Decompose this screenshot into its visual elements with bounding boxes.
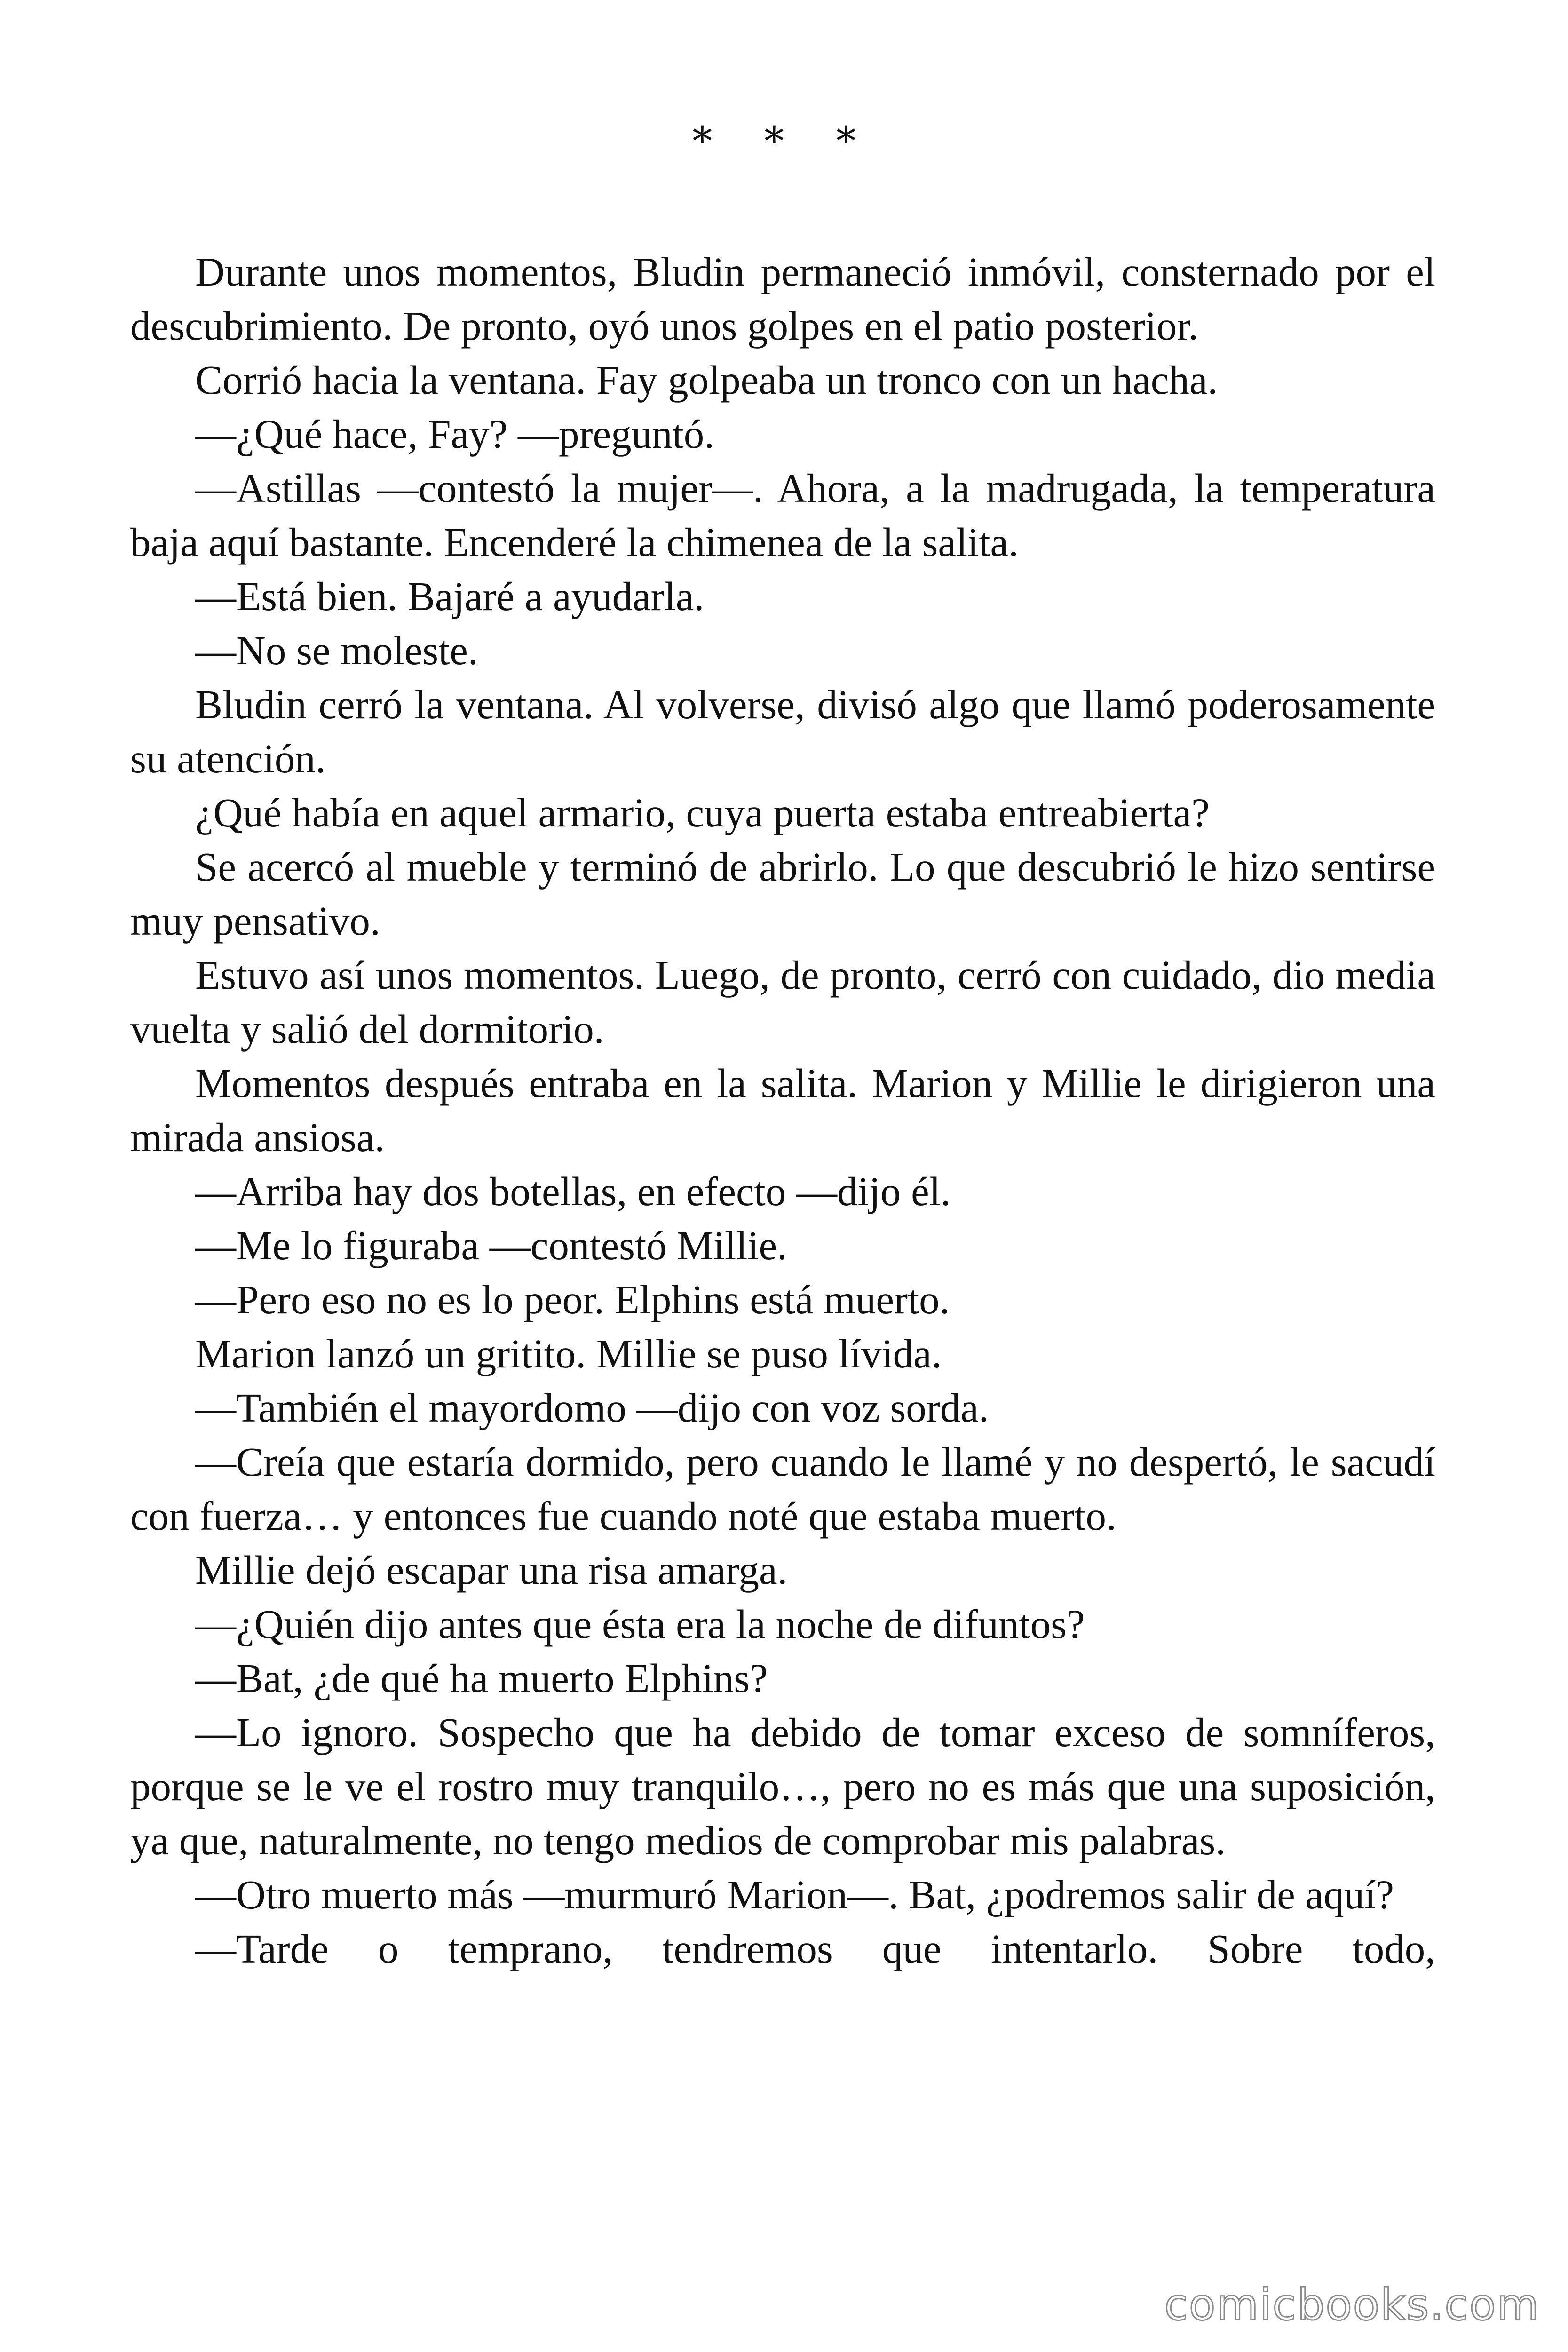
paragraph: —Me lo figuraba —contestó Millie. <box>195 1223 787 1268</box>
paragraph: —¿Quién dijo antes que ésta era la noche de difuntos? <box>195 1601 1085 1647</box>
paragraph: —Lo ignoro. Sospecho que ha debido de tomar exceso de somníferos, porque se le ve el rostro muy tranquilo…, pero no es más que una suposición, ya que, naturalmente, no tengo medios de comprobar mis palabras. <box>130 1709 1435 1863</box>
paragraph: Bludin cerró la ventana. Al volverse, divisó algo que llamó poderosamente su atención. <box>130 682 1435 781</box>
paragraph: —Está bien. Bajaré a ayudarla. <box>195 573 705 619</box>
paragraph: —¿Qué hace, Fay? —preguntó. <box>195 411 715 457</box>
paragraph: —Pero eso no es lo peor. Elphins está muerto. <box>195 1277 950 1322</box>
paragraph: —Arriba hay dos botellas, en efecto —dijo él. <box>195 1168 951 1214</box>
paragraph: —Creía que estaría dormido, pero cuando le llamé y no despertó, le sacudí con fuerza… y entonces fue cuando noté que estaba muerto. <box>130 1439 1435 1539</box>
watermark: comicbooks.com <box>1164 2280 1540 2330</box>
paragraph: Se acercó al mueble y terminó de abrirlo. Lo que descubrió le hizo sentirse muy pensativo. <box>130 844 1435 944</box>
paragraph: —No se moleste. <box>195 628 478 673</box>
paragraph: Marion lanzó un gritito. Millie se puso lívida. <box>195 1331 942 1376</box>
paragraph: —Bat, ¿de qué ha muerto Elphins? <box>195 1655 768 1701</box>
paragraph: —Otro muerto más —murmuró Marion—. Bat, ¿podremos salir de aquí? <box>195 1872 1394 1917</box>
paragraph: Estuvo así unos momentos. Luego, de pronto, cerró con cuidado, dio media vuelta y salió del dormitorio. <box>130 952 1435 1052</box>
paragraph: —Tarde o temprano, tendremos que intentarlo. Sobre todo, <box>195 1926 1435 1971</box>
paragraph: Durante unos momentos, Bludin permaneció inmóvil, consternado por el descubrimiento. De pronto, oyó unos golpes en el patio posterior. <box>130 249 1435 349</box>
paragraph: —Astillas —contestó la mujer—. Ahora, a la madrugada, la temperatura baja aquí bastante. Encenderé la chimenea de la salita. <box>130 465 1435 565</box>
section-separator: * * * <box>692 118 876 164</box>
paragraph: ¿Qué había en aquel armario, cuya puerta estaba entreabierta? <box>195 790 1210 835</box>
paragraph: Corrió hacia la ventana. Fay golpeaba un tronco con un hacha. <box>195 357 1218 403</box>
paragraph: Millie dejó escapar una risa amarga. <box>195 1547 788 1593</box>
paragraph: —También el mayordomo —dijo con voz sorda. <box>195 1385 989 1430</box>
body-text <box>130 245 1435 1976</box>
paragraph: Momentos después entraba en la salita. Marion y Millie le dirigieron una mirada ansiosa. <box>130 1060 1435 1160</box>
